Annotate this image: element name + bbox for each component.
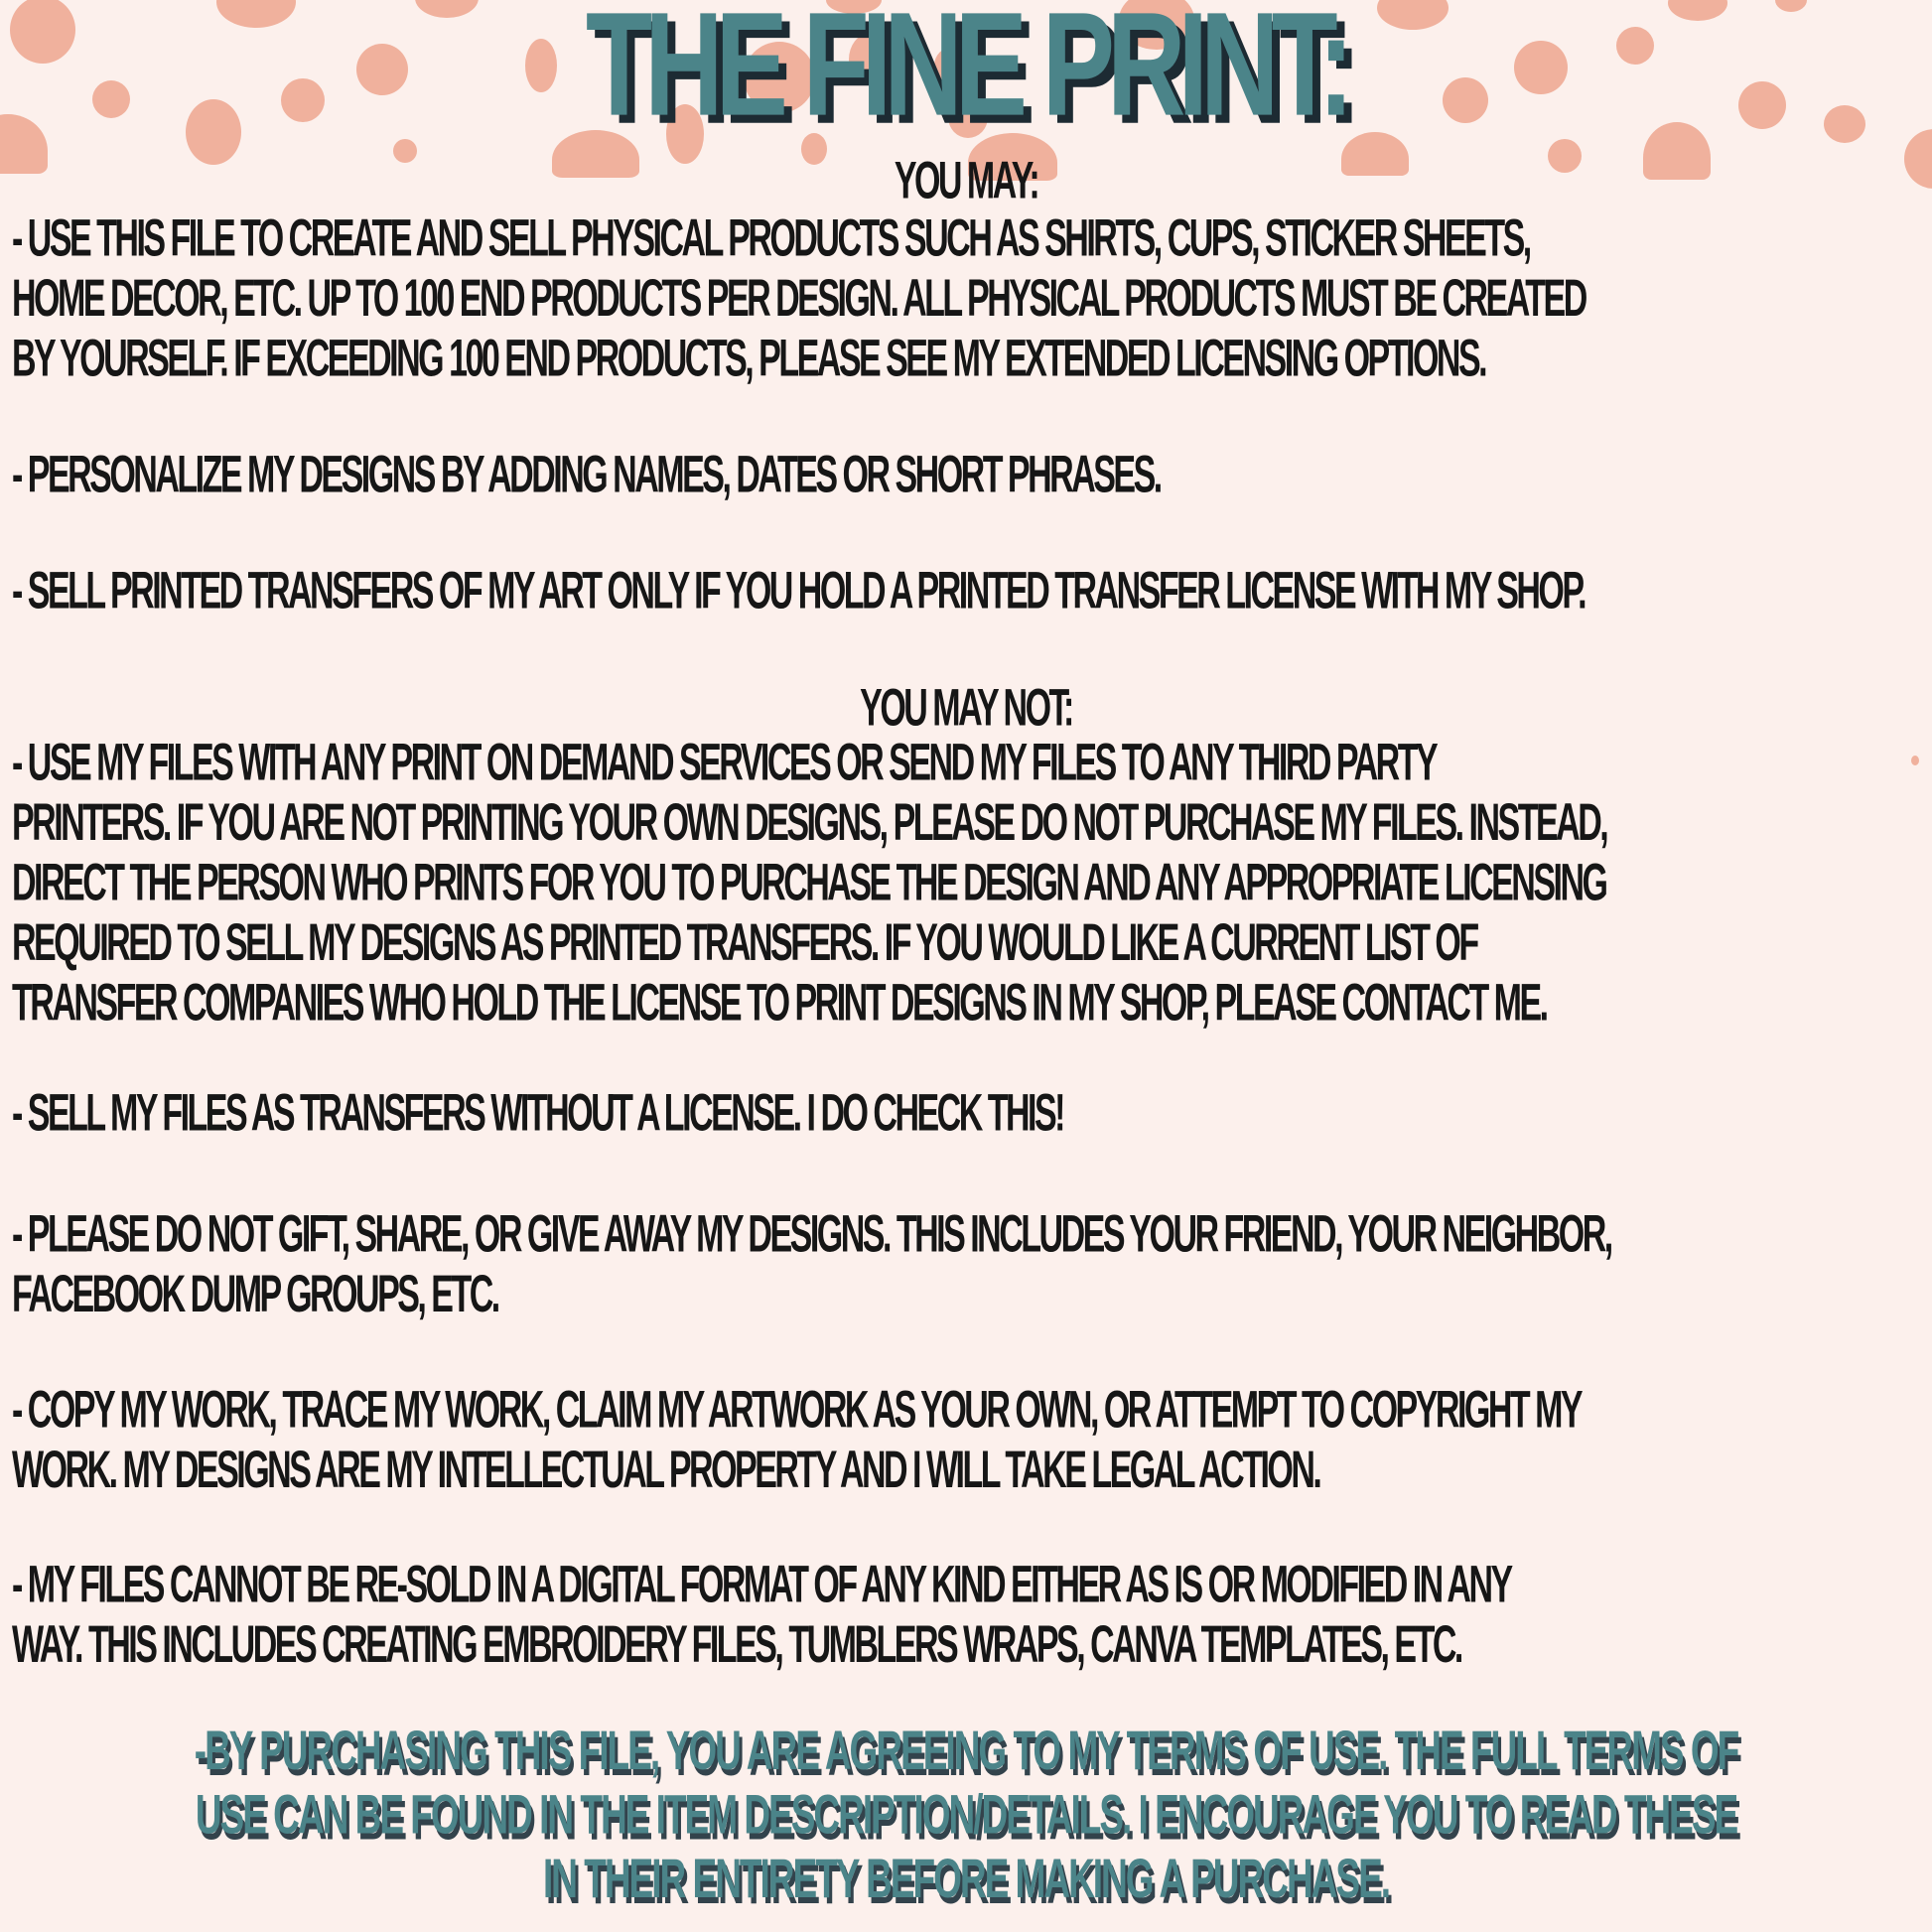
section-heading-you-may-not [0, 679, 1932, 739]
terms-line: PRINTERS. IF YOU ARE NOT PRINTING YOUR OWN DESIGNS, PLEASE DO NOT PURCHASE MY FILES. INSTEAD, [12, 793, 1607, 853]
terms-paragraph [0, 1084, 1932, 1144]
section-heading-you-may [0, 152, 1932, 211]
terms-line: BY YOURSELF. IF EXCEEDING 100 END PRODUCTS, PLEASE SEE MY EXTENDED LICENSING OPTIONS. [12, 329, 1486, 388]
terms-line: - SELL MY FILES AS TRANSFERS WITHOUT A LICENSE. I DO CHECK THIS! [12, 1084, 1064, 1143]
terms-line: - MY FILES CANNOT BE RE-SOLD IN A DIGITAL FORMAT OF ANY KIND EITHER AS IS OR MODIFIED IN ANY [12, 1556, 1511, 1614]
terms-line: DIRECT THE PERSON WHO PRINTS FOR YOU TO PURCHASE THE DESIGN AND ANY APPROPRIATE LICENSING [12, 853, 1606, 912]
terms-line: - PLEASE DO NOT GIFT, SHARE, OR GIVE AWAY MY DESIGNS. THIS INCLUDES YOUR FRIEND, YOUR NEIGHBOR, [12, 1205, 1611, 1264]
section-heading-text: YOU MAY: [894, 152, 1038, 210]
terms-paragraph [0, 734, 1932, 1034]
terms-line: - USE THIS FILE TO CREATE AND SELL PHYSICAL PRODUCTS SUCH AS SHIRTS, CUPS, STICKER SHEETS, [12, 209, 1530, 268]
footer-line: USE CAN BE FOUND IN THE ITEM DESCRIPTION/DETAILS. I ENCOURAGE YOU TO READ THESE [195, 1784, 1737, 1846]
terms-line: - USE MY FILES WITH ANY PRINT ON DEMAND SERVICES OR SEND MY FILES TO ANY THIRD PARTY [12, 734, 1437, 792]
terms-line: - SELL PRINTED TRANSFERS OF MY ART ONLY IF YOU HOLD A PRINTED TRANSFER LICENSE WITH MY SHOP. [12, 562, 1586, 621]
footer-terms-agreement [0, 1719, 1932, 1911]
terms-paragraph [0, 1556, 1932, 1676]
terms-line: WORK. MY DESIGNS ARE MY INTELLECTUAL PROPERTY AND I WILL TAKE LEGAL ACTION. [12, 1441, 1320, 1500]
terms-line: - COPY MY WORK, TRACE MY WORK, CLAIM MY ARTWORK AS YOUR OWN, OR ATTEMPT TO COPYRIGHT MY [12, 1381, 1582, 1440]
terms-paragraph [0, 1205, 1932, 1325]
terms-paragraph [0, 562, 1932, 621]
terms-line: FACEBOOK DUMP GROUPS, ETC. [12, 1265, 498, 1324]
footer-line: -BY PURCHASING THIS FILE, YOU ARE AGREEING TO MY TERMS OF USE. THE FULL TERMS OF [194, 1720, 1738, 1781]
terms-line: TRANSFER COMPANIES WHO HOLD THE LICENSE TO PRINT DESIGNS IN MY SHOP, PLEASE CONTACT ME. [12, 973, 1547, 1033]
section-heading-text: YOU MAY NOT: [860, 679, 1072, 738]
terms-line: WAY. THIS INCLUDES CREATING EMBROIDERY FILES, TUMBLERS WRAPS, CANVA TEMPLATES, ETC. [12, 1615, 1461, 1675]
poster-title: THE FINE PRINT: [585, 0, 1347, 148]
terms-paragraph [0, 209, 1932, 389]
terms-line: HOME DECOR, ETC. UP TO 100 END PRODUCTS PER DESIGN. ALL PHYSICAL PRODUCTS MUST BE CREATED [12, 269, 1586, 329]
terms-paragraph [0, 446, 1932, 505]
footer-line: IN THEIR ENTIRETY BEFORE MAKING A PURCHASE. [542, 1848, 1390, 1909]
terms-line: - PERSONALIZE MY DESIGNS BY ADDING NAMES, DATES OR SHORT PHRASES. [12, 446, 1161, 504]
terms-paragraph [0, 1381, 1932, 1501]
terms-line: REQUIRED TO SELL MY DESIGNS AS PRINTED TRANSFERS. IF YOU WOULD LIKE A CURRENT LIST OF [12, 913, 1477, 973]
